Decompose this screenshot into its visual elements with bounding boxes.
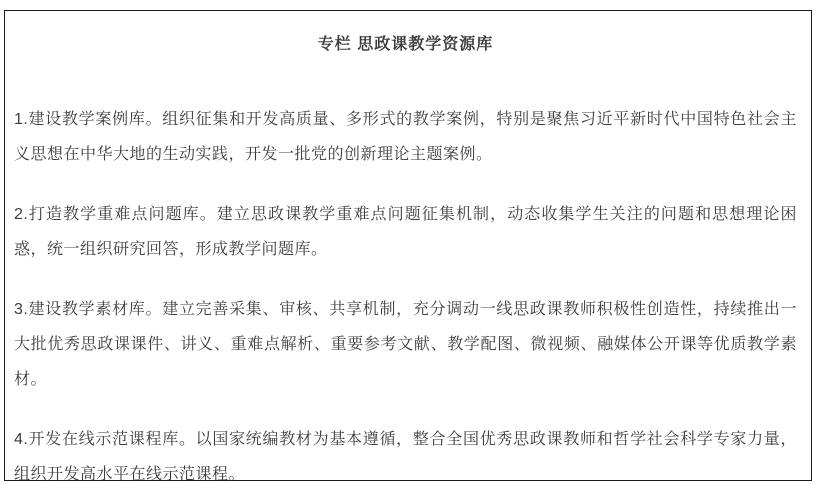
column-paragraph-3: 3.建设教学素材库。建立完善采集、审核、共享机制，充分调动一线思政课教师积极性创造性，持续推出一大批优秀思政课课件、讲义、重难点解析、重要参考文献、教学配图、微视频、融媒体公开课等优质教学素材。 <box>14 301 797 388</box>
column-paragraph-2: 2.打造教学重难点问题库。建立思政课教学重难点问题征集机制，动态收集学生关注的问题和思想理论困惑，统一组织研究回答，形成教学问题库。 <box>14 206 797 258</box>
column-paragraph-4: 4.开发在线示范课程库。以国家统编教材为基本遵循，整合全国优秀思政课教师和哲学社会科学专家力量，组织开发高水平在线示范课程。 <box>14 431 797 483</box>
column-paragraph-1: 1.建设教学案例库。组织征集和开发高质量、多形式的教学案例，特别是聚焦习近平新时代中国特色社会主义思想在中华大地的生动实践，开发一批党的创新理论主题案例。 <box>14 111 797 163</box>
column-panel <box>4 10 812 481</box>
column-title: 专栏 思政课教学资源库 <box>317 36 494 53</box>
